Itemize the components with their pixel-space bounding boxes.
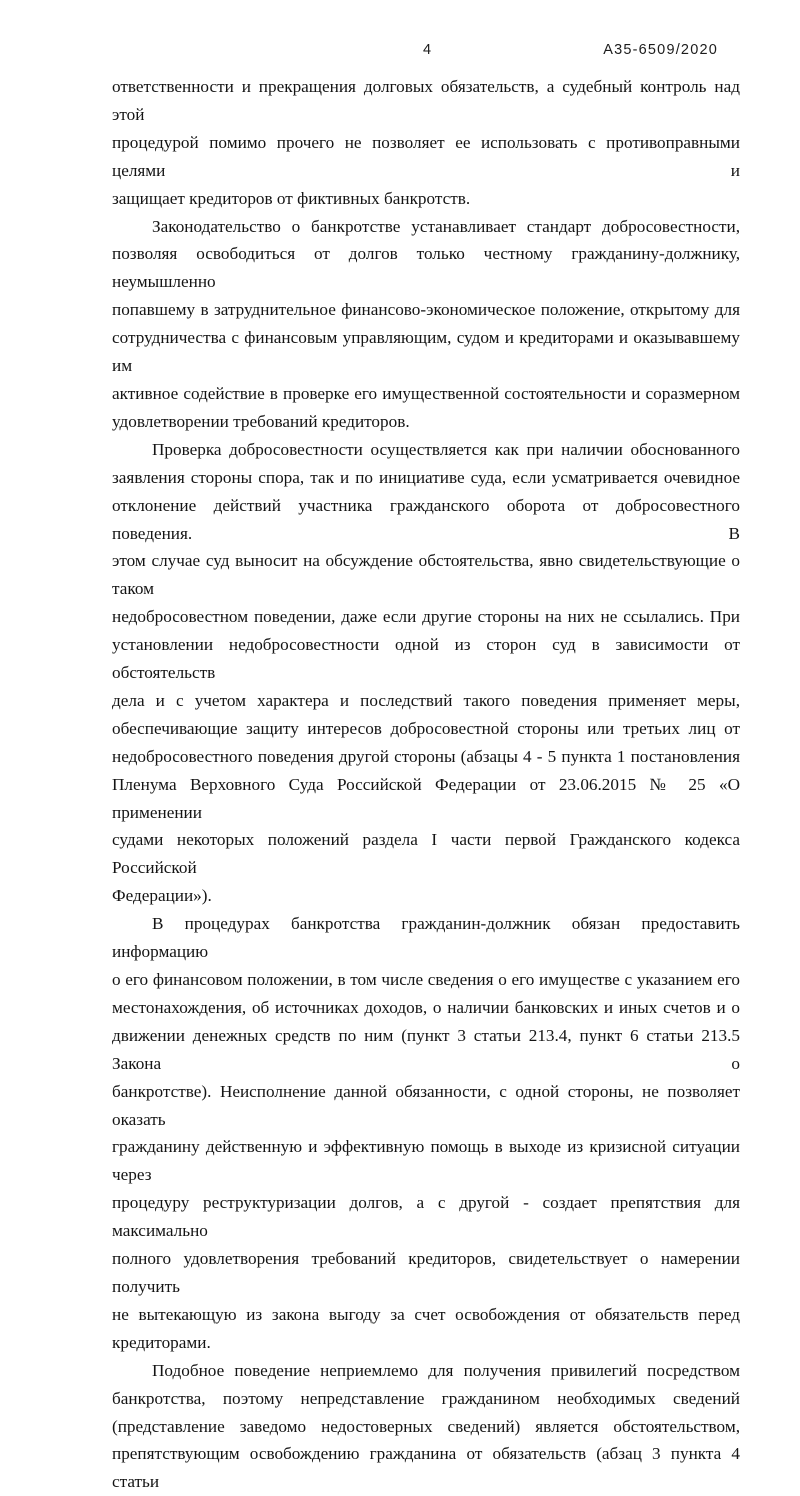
text-line: Пленума Верховного Суда Российской Федерации от 23.06.2015 № 25 «О применении bbox=[112, 774, 740, 822]
text-line: этом случае суд выносит на обсуждение обстоятельства, явно свидетельствующие о таком bbox=[112, 551, 740, 599]
text-line: удовлетворении требований кредиторов. bbox=[112, 411, 410, 431]
text-line: недобросовестного поведения другой стороны (абзацы 4 - 5 пункта 1 постановления bbox=[112, 746, 740, 766]
text-line: о его финансовом положении, в том числе сведения о его имуществе с указанием его bbox=[112, 970, 740, 989]
text-line: ответственности и прекращения долговых обязательств, а судебный контроль над этой bbox=[112, 77, 740, 124]
text-line: активное содействие в проверке его имущественной состоятельности и соразмерном bbox=[112, 383, 740, 403]
text-line: позволяя освободиться от долгов только честному гражданину-должнику, неумышленно bbox=[112, 244, 740, 292]
text-line: местонахождения, об источниках доходов, о наличии банковских и иных счетов и о bbox=[112, 997, 740, 1017]
text-line: сотрудничества с финансовым управляющим, судом и кредиторами и оказывавшему им bbox=[112, 328, 740, 376]
text-line: судами некоторых положений раздела I части первой Гражданского кодекса Российской bbox=[112, 830, 740, 878]
text-line: препятствующим освобождению гражданина от обязательств (абзац 3 пункта 4 статьи bbox=[112, 1444, 740, 1492]
text-line: Проверка добросовестности осуществляется как при наличии обоснованного bbox=[152, 439, 740, 459]
paragraph bbox=[112, 436, 740, 910]
case-number: А35-6509/2020 bbox=[603, 42, 718, 58]
text-line: полного удовлетворения требований кредиторов, свидетельствует о намерении получить bbox=[112, 1249, 740, 1296]
text-line: Подобное поведение неприемлемо для получения привилегий посредством bbox=[152, 1360, 740, 1380]
text-line: дела и с учетом характера и последствий такого поведения применяет меры, bbox=[112, 690, 740, 710]
text-line: банкротстве). Неисполнение данной обязанности, с одной стороны, не позволяет оказать bbox=[112, 1081, 740, 1129]
text-line: отклонение действий участника гражданского оборота от добросовестного поведения. В bbox=[112, 495, 740, 543]
text-line: гражданину действенную и эффективную помощь в выходе из кризисной ситуации через bbox=[112, 1137, 740, 1185]
paragraph bbox=[112, 910, 740, 1357]
text-line: обеспечивающие защиту интересов добросовестной стороны или третьих лиц от bbox=[112, 718, 740, 738]
text-line: Законодательство о банкротстве устанавливает стандарт добросовестности, bbox=[152, 216, 740, 236]
page-number: 4 bbox=[423, 42, 432, 58]
document-body bbox=[112, 73, 740, 1496]
text-line: движении денежных средств по ним (пункт 3 статьи 213.4, пункт 6 статьи 213.5 Закона о bbox=[112, 1025, 740, 1073]
text-line: В процедурах банкротства гражданин-должник обязан предоставить информацию bbox=[112, 914, 740, 962]
text-line: Федерации»). bbox=[112, 886, 212, 906]
paragraph bbox=[112, 1357, 740, 1496]
page-header bbox=[0, 42, 800, 62]
text-line: процедурой помимо прочего не позволяет ее использовать с противоправными целями и bbox=[112, 132, 740, 180]
paragraph bbox=[112, 213, 740, 436]
text-line: (представление заведомо недостоверных сведений) является обстоятельством, bbox=[112, 1416, 740, 1436]
text-line: попавшему в затруднительное финансово-экономическое положение, открытому для bbox=[112, 300, 740, 320]
text-line: банкротства, поэтому непредставление гражданином необходимых сведений bbox=[112, 1388, 740, 1408]
text-line: не вытекающую из закона выгоду за счет освобождения от обязательств перед bbox=[112, 1304, 740, 1324]
text-line: процедуру реструктуризации долгов, а с другой - создает препятствия для максимально bbox=[112, 1193, 740, 1241]
text-line: недобросовестном поведении, даже если другие стороны на них не ссылались. При bbox=[112, 607, 740, 627]
paragraph bbox=[112, 73, 740, 213]
text-line: заявления стороны спора, так и по инициативе суда, если усматривается очевидное bbox=[112, 467, 740, 487]
text-line: защищает кредиторов от фиктивных банкротств. bbox=[112, 188, 471, 208]
text-line: установлении недобросовестности одной из сторон суд в зависимости от обстоятельств bbox=[112, 635, 740, 683]
text-line: кредиторами. bbox=[112, 1332, 211, 1352]
